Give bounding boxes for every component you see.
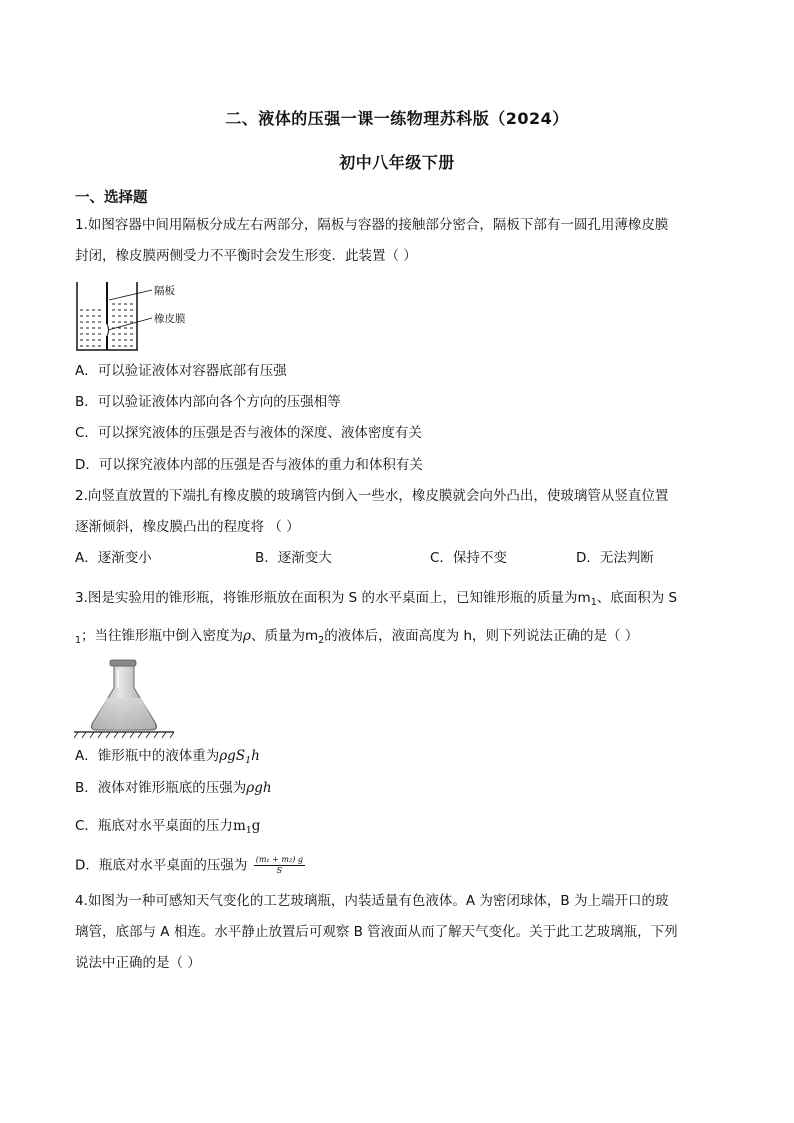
page-title: 二、液体的压强一课一练物理苏科版（2024） <box>225 109 569 128</box>
membrane-label: 橡皮膜 <box>154 313 186 325</box>
question-text: 逐渐倾斜，橡皮膜凸出的程度将 （ ） <box>75 519 300 535</box>
question-text: 2.向竖直放置的下端扎有橡皮膜的玻璃管内倒入一些水，橡皮膜就会向外凸出，使玻璃管从竖直位置 <box>75 488 669 504</box>
container-partition-figure <box>74 280 204 352</box>
question-text: 4.如图为一种可感知天气变化的工艺玻璃瓶，内装适量有色液体。A 为密闭球体，B 为上端开口的玻 <box>75 893 669 909</box>
question-text: $_1$；当往锥形瓶中倒入密度为ρ、质量为$m_2$的液体后，液面高度为 h，则下列说法正确的是（ ） <box>75 628 639 646</box>
question-text: 璃管，底部与 A 相连。水平静止放置后可观察 B 管液面从而了解天气变化。关于此工艺玻璃瓶，下列 <box>75 924 678 940</box>
option-d[interactable]: D．可以探究液体内部的压强是否与液体的重力和体积有关 <box>75 457 423 473</box>
page-subtitle: 初中八年级下册 <box>339 153 455 172</box>
question-text: 说法中正确的是（ ） <box>75 955 201 971</box>
option-a[interactable]: A．锥形瓶中的液体重为ρgS$_1$h <box>75 748 260 766</box>
option-c[interactable]: C．可以探究液体的压强是否与液体的深度、液体密度有关 <box>75 425 422 441</box>
section-heading: 一、选择题 <box>75 190 148 206</box>
option-c[interactable]: C．瓶底对水平桌面的压力$m_1g$ <box>75 818 261 836</box>
option-c[interactable]: C．保持不变 <box>430 550 507 566</box>
partition-label: 隔板 <box>154 285 175 297</box>
option-d[interactable]: D．瓶底对水平桌面的压强为 $\frac{\text{(m₁ + m₂) g}}{S}$ <box>75 855 303 875</box>
conical-flask-figure <box>74 658 176 740</box>
option-b[interactable]: B．可以验证液体内部向各个方向的压强相等 <box>75 394 341 410</box>
question-text: 封闭，橡皮膜两侧受力不平衡时会发生形变．此装置（ ） <box>75 248 417 264</box>
option-a[interactable]: A．可以验证液体对容器底部有压强 <box>75 363 287 379</box>
fraction: $\frac{\text{(m₁ + m₂) g}}{S}$ <box>255 855 303 875</box>
option-b[interactable]: B．逐渐变大 <box>255 550 332 566</box>
question-text: 3.图是实验用的锥形瓶，将锥形瓶放在面积为 S 的水平桌面上，已知锥形瓶的质量为$m_1$、底面积为 S <box>75 590 678 608</box>
option-d[interactable]: D．无法判断 <box>576 550 654 566</box>
option-b[interactable]: B．液体对锥形瓶底的压强为ρgh <box>75 780 272 796</box>
option-a[interactable]: A．逐渐变小 <box>75 550 152 566</box>
question-text: 1.如图容器中间用隔板分成左右两部分，隔板与容器的接触部分密合，隔板下部有一圆孔用薄橡皮膜 <box>75 217 669 233</box>
